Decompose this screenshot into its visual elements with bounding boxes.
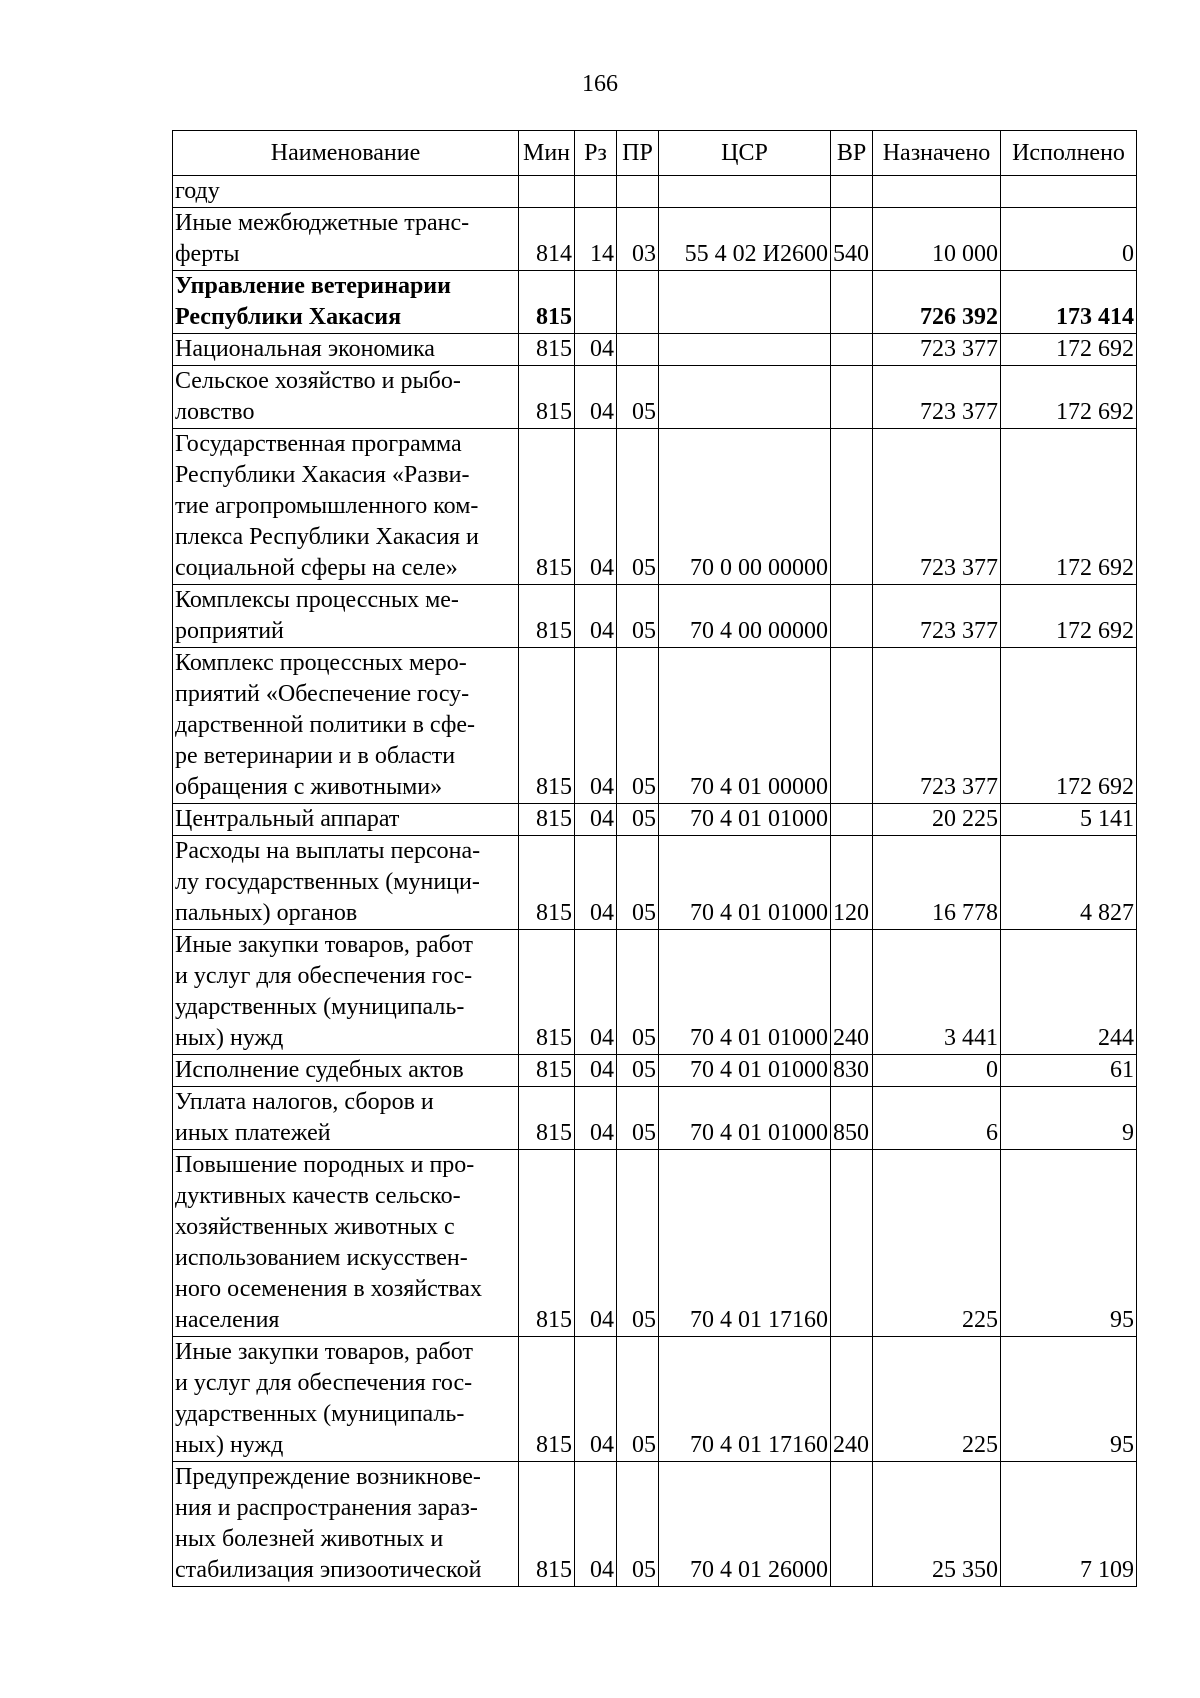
naznacheno-cell: 726 392 [873,271,1001,334]
rz-cell: 04 [575,334,617,366]
min-cell: 815 [519,366,575,429]
vr-cell [831,366,873,429]
min-cell: 815 [519,1150,575,1337]
min-cell: 815 [519,585,575,648]
table-row [173,176,1137,208]
pr-cell [617,176,659,208]
name-cell: Повышение породных и про- дуктивных качеств сельско- хозяйственных животных с использованием искусствен- ного осеменения в хозяйствах населения [173,1150,519,1337]
ispolneno-cell: 95 [1001,1150,1137,1337]
naznacheno-cell: 16 778 [873,836,1001,930]
ispolneno-cell: 4 827 [1001,836,1137,930]
csr-cell [659,271,831,334]
ispolneno-cell: 172 692 [1001,585,1137,648]
csr-cell: 70 4 01 00000 [659,648,831,804]
vr-cell: 120 [831,836,873,930]
name-cell: году [173,176,519,208]
table-row [173,1055,1137,1087]
name-cell: Иные закупки товаров, работ и услуг для обеспечения гос- ударственных (муниципаль- ных) нужд [173,930,519,1055]
pr-cell: 05 [617,585,659,648]
name-cell: Сельское хозяйство и рыбо- ловство [173,366,519,429]
rz-cell: 04 [575,930,617,1055]
ispolneno-cell: 173 414 [1001,271,1137,334]
ispolneno-cell: 244 [1001,930,1137,1055]
table-row [173,334,1137,366]
ispolneno-cell: 7 109 [1001,1462,1137,1587]
vr-cell: 540 [831,208,873,271]
name-cell: Исполнение судебных актов [173,1055,519,1087]
rz-cell [575,176,617,208]
table-row [173,930,1137,1055]
ispolneno-cell [1001,176,1137,208]
vr-cell [831,648,873,804]
vr-cell [831,585,873,648]
table-header [173,131,1137,176]
table-row [173,804,1137,836]
name-cell: Управление ветеринарии Республики Хакасия [173,271,519,334]
csr-cell: 70 4 01 01000 [659,836,831,930]
name-cell: Комплекс процессных меро- приятий «Обеспечение госу- дарственной политики в сфе- ре ветеринарии и в области обращения с животными» [173,648,519,804]
rz-cell: 04 [575,366,617,429]
naznacheno-cell: 0 [873,1055,1001,1087]
rz-cell: 04 [575,585,617,648]
table-body [173,176,1137,1587]
rz-cell [575,271,617,334]
min-cell: 815 [519,804,575,836]
naznacheno-cell: 723 377 [873,648,1001,804]
csr-cell [659,366,831,429]
rz-cell: 04 [575,429,617,585]
name-cell: Центральный аппарат [173,804,519,836]
naznacheno-cell: 723 377 [873,366,1001,429]
naznacheno-cell: 6 [873,1087,1001,1150]
min-cell: 815 [519,429,575,585]
pr-cell: 05 [617,648,659,804]
vr-cell [831,429,873,585]
header-name: Наименование [173,131,519,176]
rz-cell: 04 [575,804,617,836]
vr-cell: 240 [831,1337,873,1462]
rz-cell: 04 [575,1337,617,1462]
min-cell: 815 [519,836,575,930]
header-pr: ПР [617,131,659,176]
pr-cell: 05 [617,1337,659,1462]
csr-cell: 70 4 01 01000 [659,1055,831,1087]
name-cell: Уплата налогов, сборов и иных платежей [173,1087,519,1150]
table-row [173,429,1137,585]
min-cell: 815 [519,930,575,1055]
vr-cell: 850 [831,1087,873,1150]
table-row [173,585,1137,648]
rz-cell: 04 [575,1087,617,1150]
name-cell: Иные межбюджетные транс- ферты [173,208,519,271]
name-cell: Предупреждение возникнове- ния и распространения зараз- ных болезней животных и стабилизация эпизоотической [173,1462,519,1587]
csr-cell: 70 0 00 00000 [659,429,831,585]
csr-cell [659,176,831,208]
ispolneno-cell: 5 141 [1001,804,1137,836]
min-cell: 815 [519,1087,575,1150]
csr-cell: 70 4 01 01000 [659,804,831,836]
naznacheno-cell: 25 350 [873,1462,1001,1587]
ispolneno-cell: 9 [1001,1087,1137,1150]
pr-cell: 05 [617,1055,659,1087]
min-cell: 814 [519,208,575,271]
table-row [173,1150,1137,1337]
table-row [173,1462,1137,1587]
ispolneno-cell: 0 [1001,208,1137,271]
name-cell: Иные закупки товаров, работ и услуг для обеспечения гос- ударственных (муниципаль- ных) нужд [173,1337,519,1462]
table-row [173,208,1137,271]
ispolneno-cell: 172 692 [1001,366,1137,429]
vr-cell [831,271,873,334]
csr-cell: 70 4 01 17160 [659,1337,831,1462]
naznacheno-cell: 225 [873,1150,1001,1337]
pr-cell: 05 [617,429,659,585]
csr-cell: 70 4 01 01000 [659,930,831,1055]
csr-cell: 70 4 01 26000 [659,1462,831,1587]
naznacheno-cell: 723 377 [873,429,1001,585]
vr-cell [831,176,873,208]
budget-table [172,130,1137,1587]
vr-cell: 240 [831,930,873,1055]
naznacheno-cell: 723 377 [873,585,1001,648]
table-row [173,648,1137,804]
vr-cell [831,334,873,366]
rz-cell: 04 [575,1462,617,1587]
page-number: 166 [582,71,618,97]
pr-cell: 05 [617,1150,659,1337]
ispolneno-cell: 172 692 [1001,648,1137,804]
naznacheno-cell: 3 441 [873,930,1001,1055]
name-cell: Национальная экономика [173,334,519,366]
rz-cell: 04 [575,836,617,930]
table-row [173,366,1137,429]
pr-cell: 05 [617,1087,659,1150]
pr-cell [617,271,659,334]
vr-cell: 830 [831,1055,873,1087]
vr-cell [831,804,873,836]
naznacheno-cell [873,176,1001,208]
header-min: Мин [519,131,575,176]
ispolneno-cell: 61 [1001,1055,1137,1087]
csr-cell [659,334,831,366]
rz-cell: 04 [575,648,617,804]
name-cell: Государственная программа Республики Хакасия «Разви- тие агропромышленного ком- плекса Республики Хакасия и социальной сферы на селе» [173,429,519,585]
csr-cell: 70 4 01 01000 [659,1087,831,1150]
min-cell: 815 [519,1055,575,1087]
min-cell: 815 [519,1462,575,1587]
name-cell: Расходы на выплаты персона- лу государственных (муници- пальных) органов [173,836,519,930]
ispolneno-cell: 172 692 [1001,334,1137,366]
csr-cell: 70 4 00 00000 [659,585,831,648]
csr-cell: 55 4 02 И2600 [659,208,831,271]
table-row [173,836,1137,930]
naznacheno-cell: 10 000 [873,208,1001,271]
rz-cell: 04 [575,1150,617,1337]
header-ispolneno: Исполнено [1001,131,1137,176]
vr-cell [831,1150,873,1337]
rz-cell: 04 [575,1055,617,1087]
header-vr: ВР [831,131,873,176]
name-cell: Комплексы процессных ме- роприятий [173,585,519,648]
pr-cell: 05 [617,366,659,429]
header-row [173,131,1137,176]
naznacheno-cell: 723 377 [873,334,1001,366]
header-rz: Рз [575,131,617,176]
header-naznacheno: Назначено [873,131,1001,176]
min-cell: 815 [519,334,575,366]
naznacheno-cell: 225 [873,1337,1001,1462]
pr-cell: 05 [617,930,659,1055]
ispolneno-cell: 172 692 [1001,429,1137,585]
min-cell: 815 [519,648,575,804]
min-cell: 815 [519,271,575,334]
pr-cell: 03 [617,208,659,271]
table-row [173,271,1137,334]
rz-cell: 14 [575,208,617,271]
pr-cell: 05 [617,1462,659,1587]
ispolneno-cell: 95 [1001,1337,1137,1462]
naznacheno-cell: 20 225 [873,804,1001,836]
table-row [173,1087,1137,1150]
vr-cell [831,1462,873,1587]
pr-cell [617,334,659,366]
pr-cell: 05 [617,804,659,836]
csr-cell: 70 4 01 17160 [659,1150,831,1337]
pr-cell: 05 [617,836,659,930]
min-cell [519,176,575,208]
header-csr: ЦСР [659,131,831,176]
min-cell: 815 [519,1337,575,1462]
table-row [173,1337,1137,1462]
